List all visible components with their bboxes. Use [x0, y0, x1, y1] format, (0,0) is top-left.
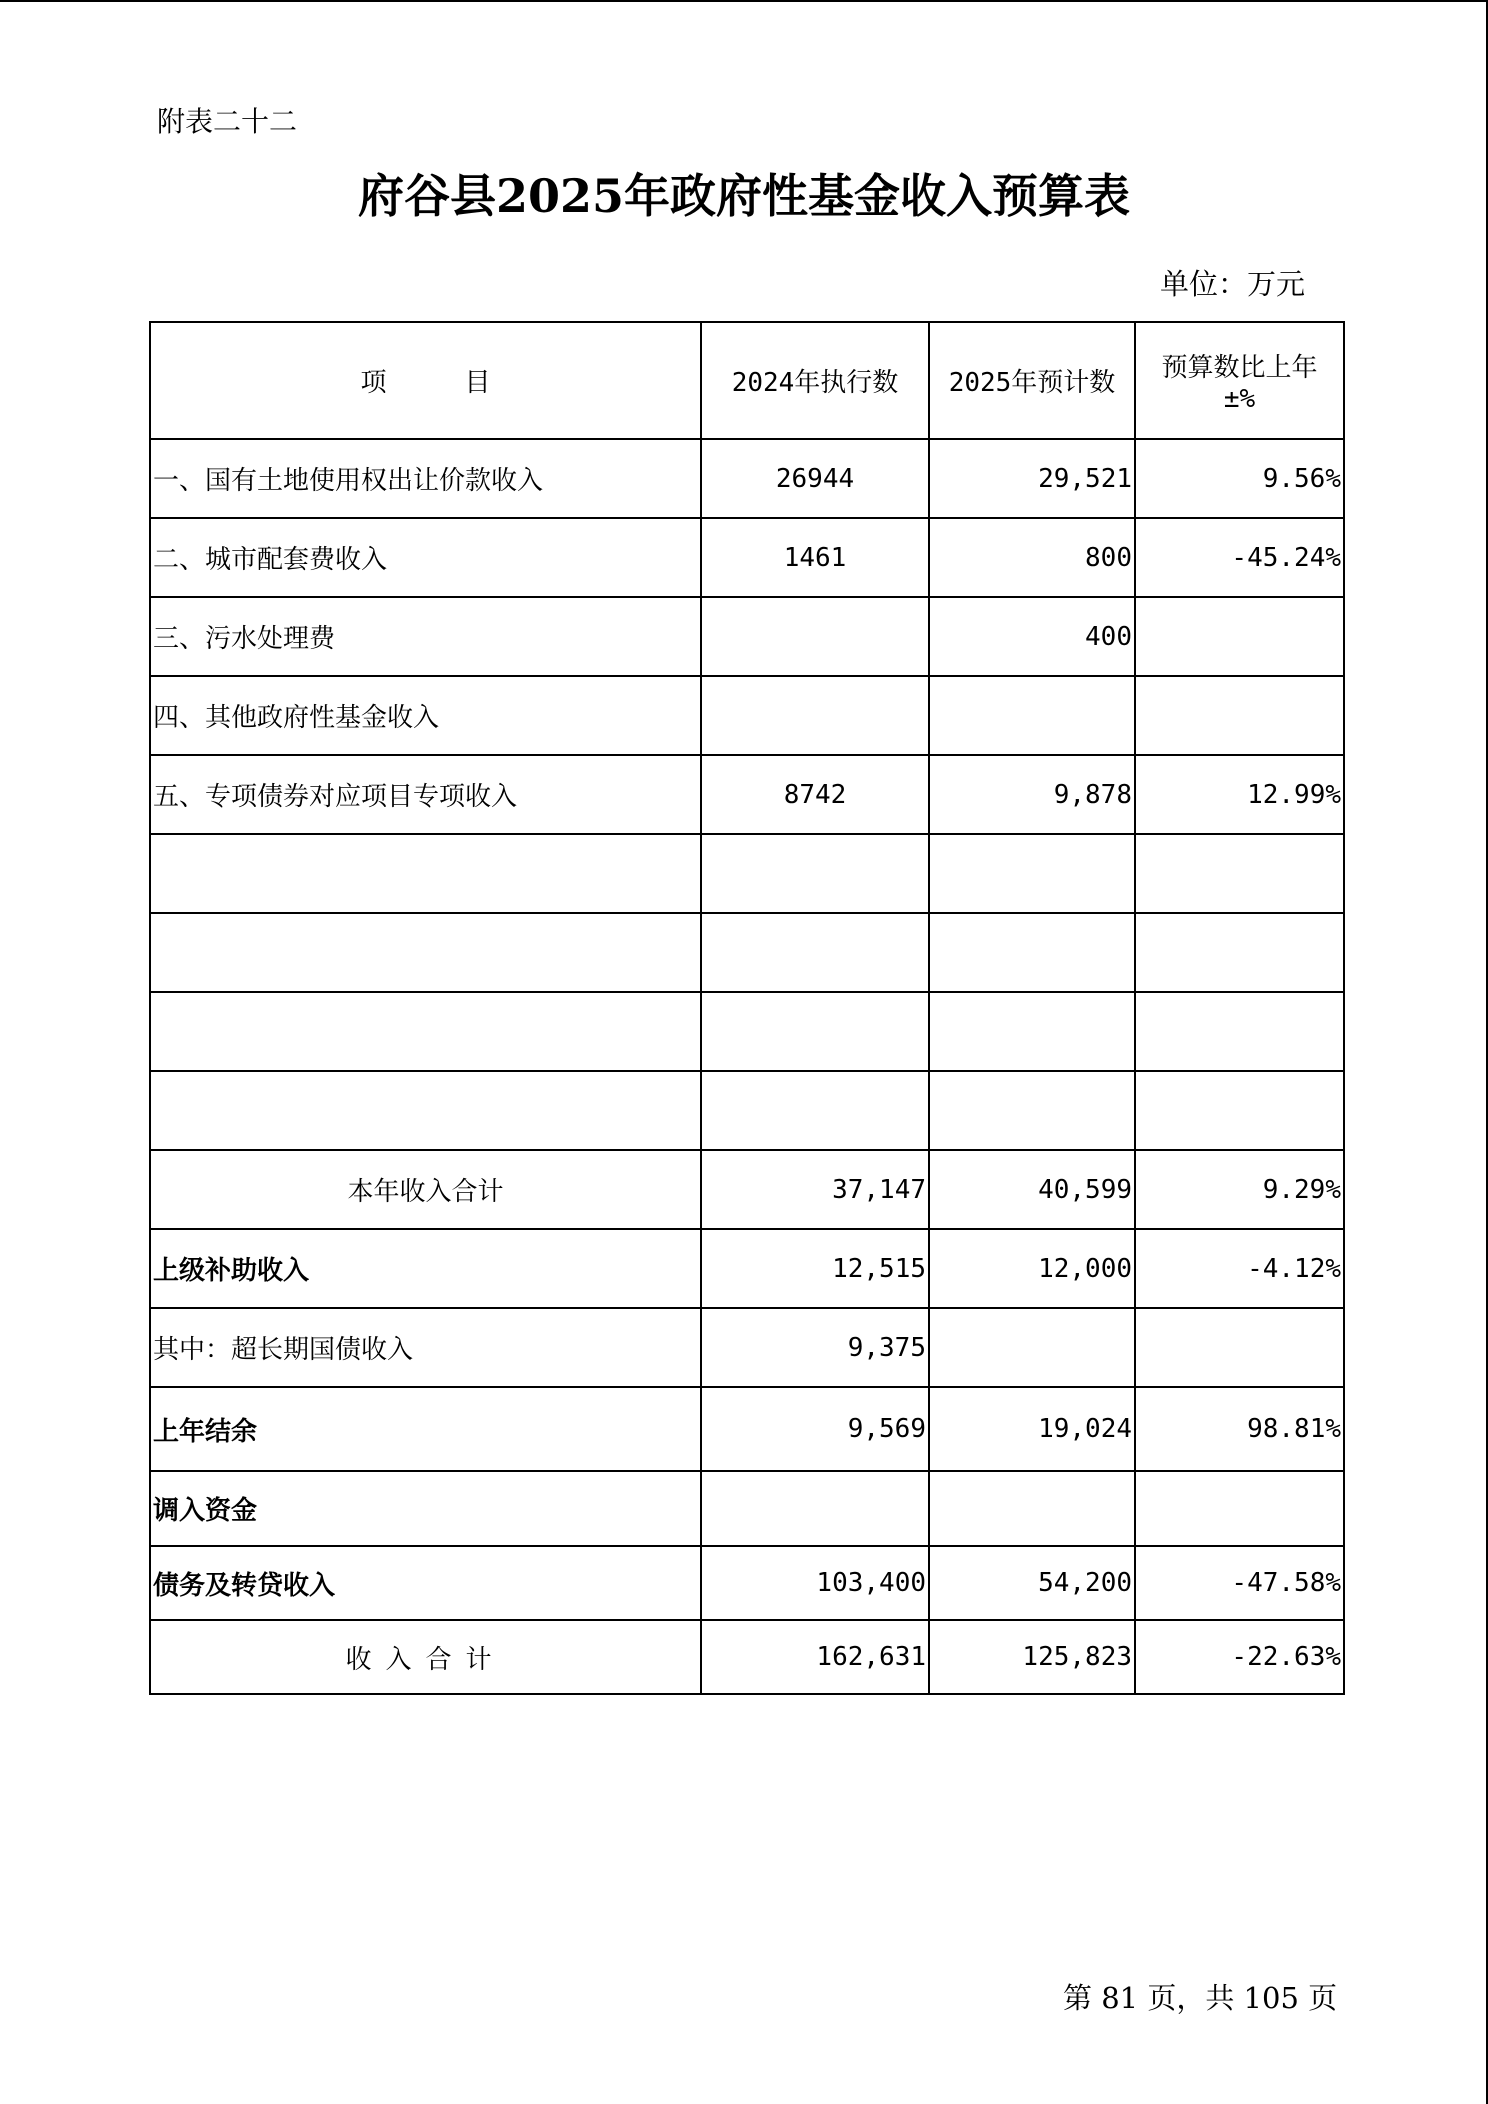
subtotal-2025: 40,599: [929, 1150, 1135, 1229]
total-row: [150, 1620, 1344, 1694]
grants-sub-row: [150, 1308, 1344, 1387]
header-2024: 2024年执行数: [701, 322, 929, 439]
debt-change: -47.58%: [1135, 1546, 1344, 1620]
row-change: [1135, 676, 1344, 755]
row-item: 一、国有土地使用权出让价款收入: [150, 439, 701, 518]
row-2025: 400: [929, 597, 1135, 676]
empty-cell: [150, 834, 701, 913]
row-2024: [701, 676, 929, 755]
grants-2024: 12,515: [701, 1229, 929, 1308]
debt-2025: 54,200: [929, 1546, 1135, 1620]
transfer-2024: [701, 1471, 929, 1546]
row-2024: [701, 597, 929, 676]
empty-cell: [701, 834, 929, 913]
empty-row: [150, 834, 1344, 913]
attachment-label: 附表二十二: [157, 105, 298, 138]
grants-change: -4.12%: [1135, 1229, 1344, 1308]
grants-2025: 12,000: [929, 1229, 1135, 1308]
page-title: 府谷县2025年政府性基金收入预算表: [357, 169, 1131, 223]
header-change: [1135, 322, 1344, 439]
table-row: [150, 439, 1344, 518]
empty-cell: [1135, 834, 1344, 913]
row-2024: 26944: [701, 439, 929, 518]
total-2025: 125,823: [929, 1620, 1135, 1694]
row-item: 三、污水处理费: [150, 597, 701, 676]
unit-label: 单位：万元: [1160, 267, 1306, 301]
debt-row: [150, 1546, 1344, 1620]
header-2025: 2025年预计数: [929, 322, 1135, 439]
row-change: 9.56%: [1135, 439, 1344, 518]
empty-cell: [150, 1071, 701, 1150]
row-change: [1135, 597, 1344, 676]
carryover-row: [150, 1387, 1344, 1471]
table-row: [150, 676, 1344, 755]
row-2025: [929, 676, 1135, 755]
row-change: 12.99%: [1135, 755, 1344, 834]
total-label: 收入合计: [150, 1620, 701, 1694]
grants-sub-2025: [929, 1308, 1135, 1387]
table-row: [150, 597, 1344, 676]
subtotal-label: 本年收入合计: [150, 1150, 701, 1229]
grants-sub-change: [1135, 1308, 1344, 1387]
transfer-label: 调入资金: [150, 1471, 701, 1546]
row-2025: 29,521: [929, 439, 1135, 518]
page-border-top: [0, 0, 1488, 2]
row-2025: 800: [929, 518, 1135, 597]
empty-cell: [929, 913, 1135, 992]
empty-row: [150, 992, 1344, 1071]
row-2024: 1461: [701, 518, 929, 597]
grants-sub-2024: 9,375: [701, 1308, 929, 1387]
header-row: [150, 322, 1344, 439]
budget-table: [149, 321, 1345, 1695]
empty-cell: [701, 913, 929, 992]
carryover-2024: 9,569: [701, 1387, 929, 1471]
header-change-line1: 预算数比上年: [1161, 353, 1318, 383]
empty-cell: [701, 1071, 929, 1150]
transfer-change: [1135, 1471, 1344, 1546]
row-item: 二、城市配套费收入: [150, 518, 701, 597]
empty-cell: [929, 992, 1135, 1071]
row-item: 五、专项债券对应项目专项收入: [150, 755, 701, 834]
total-2024: 162,631: [701, 1620, 929, 1694]
subtotal-change: 9.29%: [1135, 1150, 1344, 1229]
empty-row: [150, 1071, 1344, 1150]
carryover-label: 上年结余: [150, 1387, 701, 1471]
empty-cell: [929, 834, 1135, 913]
empty-cell: [929, 1071, 1135, 1150]
empty-cell: [701, 992, 929, 1071]
table-row: [150, 518, 1344, 597]
empty-cell: [1135, 913, 1344, 992]
empty-row: [150, 913, 1344, 992]
row-item: 四、其他政府性基金收入: [150, 676, 701, 755]
empty-cell: [1135, 992, 1344, 1071]
row-2024: 8742: [701, 755, 929, 834]
grants-label: 上级补助收入: [150, 1229, 701, 1308]
empty-cell: [1135, 1071, 1344, 1150]
header-change-line2: ±%: [1223, 384, 1256, 414]
transfer-2025: [929, 1471, 1135, 1546]
table-row: [150, 755, 1344, 834]
grants-row: [150, 1229, 1344, 1308]
debt-2024: 103,400: [701, 1546, 929, 1620]
total-change: -22.63%: [1135, 1620, 1344, 1694]
grants-sub-label: 其中：超长期国债收入: [150, 1308, 701, 1387]
debt-label: 债务及转贷收入: [150, 1546, 701, 1620]
empty-cell: [150, 992, 701, 1071]
row-change: -45.24%: [1135, 518, 1344, 597]
page-footer: 第 81 页，共 105 页: [1063, 1981, 1338, 2015]
subtotal-row: [150, 1150, 1344, 1229]
header-item: 项 目: [150, 322, 701, 439]
row-2025: 9,878: [929, 755, 1135, 834]
subtotal-2024: 37,147: [701, 1150, 929, 1229]
carryover-2025: 19,024: [929, 1387, 1135, 1471]
carryover-change: 98.81%: [1135, 1387, 1344, 1471]
transfer-row: [150, 1471, 1344, 1546]
empty-cell: [150, 913, 701, 992]
